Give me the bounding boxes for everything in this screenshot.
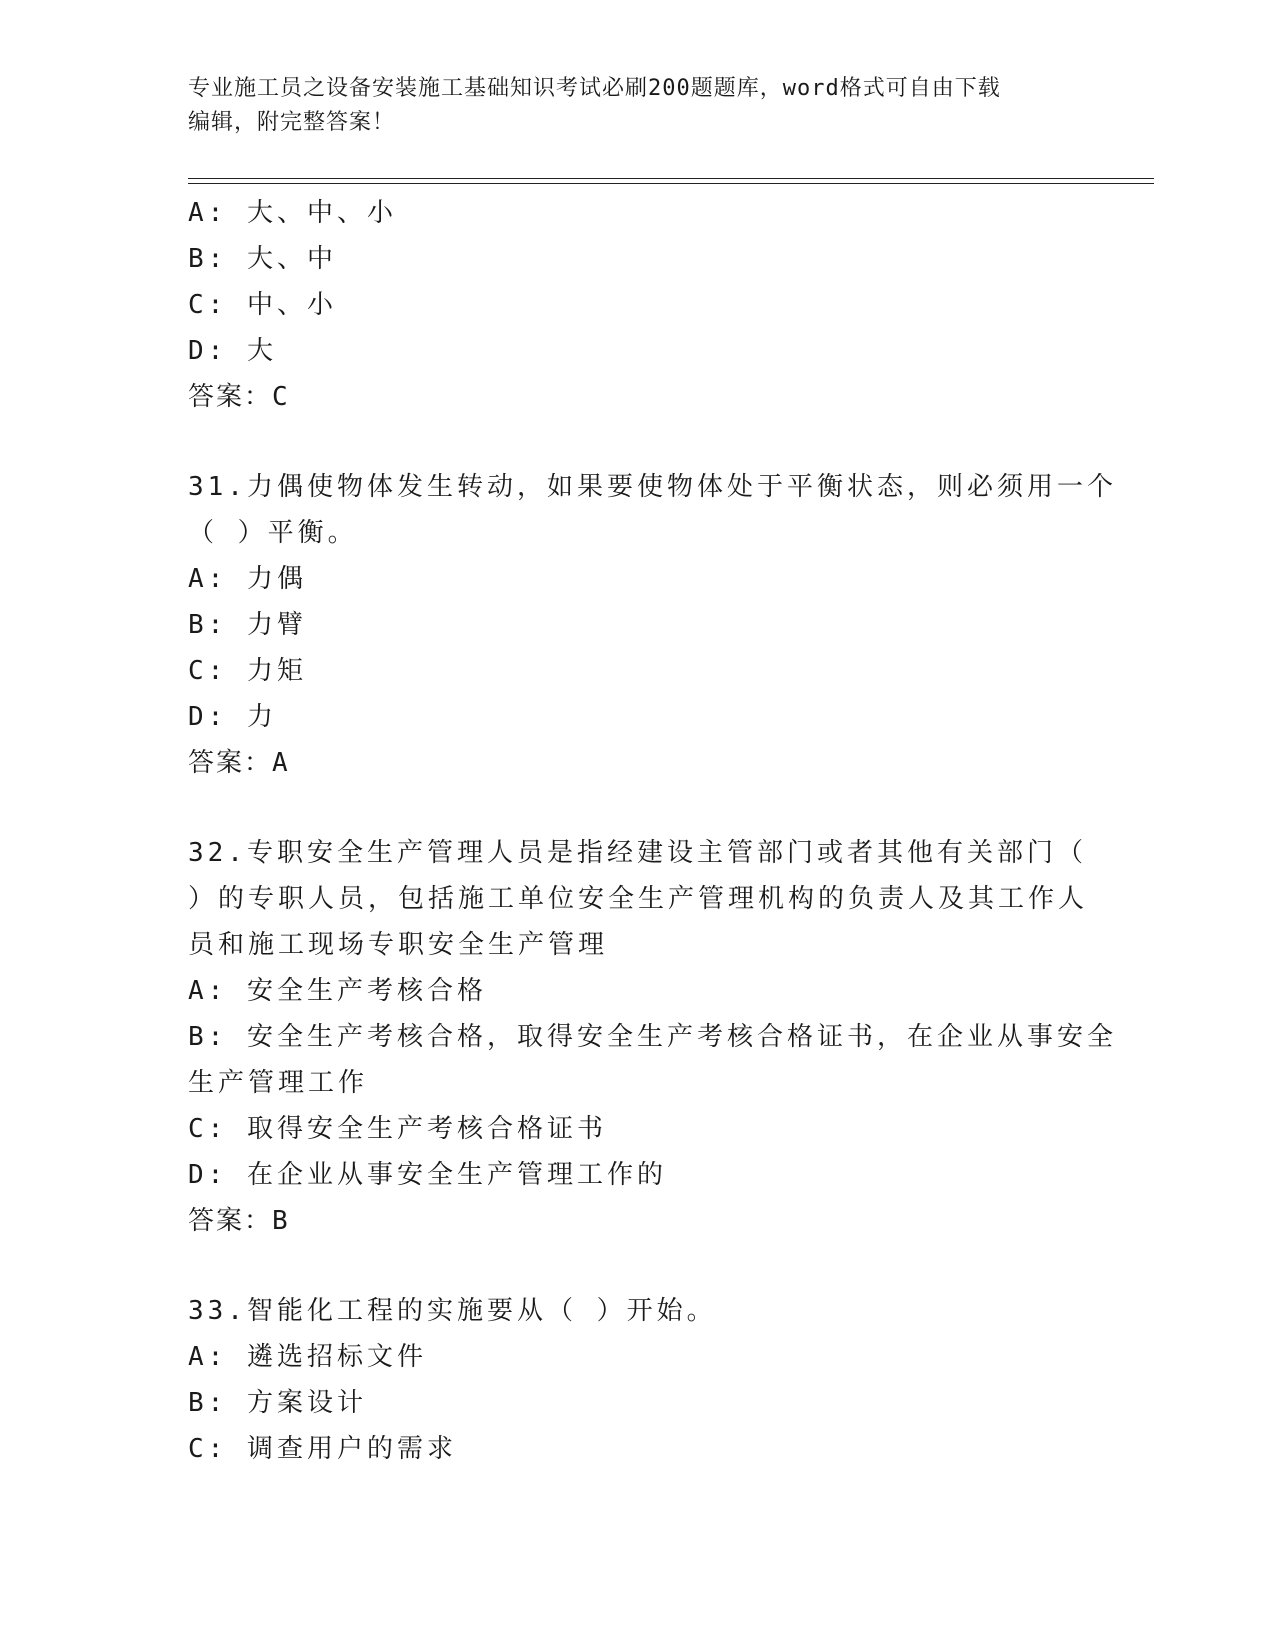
answer-line: 答案：B <box>188 1206 290 1236</box>
option-c: C: 中、小 <box>188 290 337 320</box>
question-text-line: 31.力偶使物体发生转动，如果要使物体处于平衡状态，则必须用一个 <box>188 472 1117 502</box>
question-list <box>188 190 1117 1472</box>
question-text-line: 32.专职安全生产管理人员是指经建设主管部门或者其他有关部门（ <box>188 838 1087 868</box>
header-divider-bottom <box>188 183 1154 184</box>
option-d: D: 力 <box>188 702 277 732</box>
answer-line: 答案：A <box>188 748 290 778</box>
answer-line: 答案：C <box>188 382 290 412</box>
question-text-line: 33.智能化工程的实施要从（ ）开始。 <box>188 1296 717 1326</box>
option-a: A: 力偶 <box>188 564 307 594</box>
option-b: B: 安全生产考核合格，取得安全生产考核合格证书，在企业从事安全 <box>188 1022 1117 1052</box>
option-d: D: 大 <box>188 336 277 366</box>
option-a: A: 遴选招标文件 <box>188 1342 427 1372</box>
option-c: C: 力矩 <box>188 656 307 686</box>
option-a: A: 大、中、小 <box>188 198 397 228</box>
question-text-line: 员和施工现场专职安全生产管理 <box>188 930 609 960</box>
question-block-32 <box>188 830 1117 1244</box>
option-a: A: 安全生产考核合格 <box>188 976 487 1006</box>
question-block-30 <box>188 190 1088 420</box>
header-line-2: 编辑，附完整答案！ <box>188 110 396 135</box>
option-b: B: 大、中 <box>188 244 337 274</box>
option-b-continued: 生产管理工作 <box>188 1068 369 1098</box>
option-b: B: 方案设计 <box>188 1388 367 1418</box>
question-text-line: （ ）平衡。 <box>188 518 358 548</box>
header-line-1: 专业施工员之设备安装施工基础知识考试必刷200题题库，word格式可自由下载 <box>188 76 1001 101</box>
option-d: D: 在企业从事安全生产管理工作的 <box>188 1160 667 1190</box>
option-b: B: 力臂 <box>188 610 307 640</box>
option-c: C: 调查用户的需求 <box>188 1434 457 1464</box>
question-block-33 <box>188 1288 1088 1472</box>
question-text-line: ）的专职人员，包括施工单位安全生产管理机构的负责人及其工作人 <box>188 884 1089 914</box>
document-header <box>188 72 1068 140</box>
option-c: C: 取得安全生产考核合格证书 <box>188 1114 607 1144</box>
question-block-31 <box>188 464 1117 786</box>
header-divider-top <box>188 178 1154 179</box>
